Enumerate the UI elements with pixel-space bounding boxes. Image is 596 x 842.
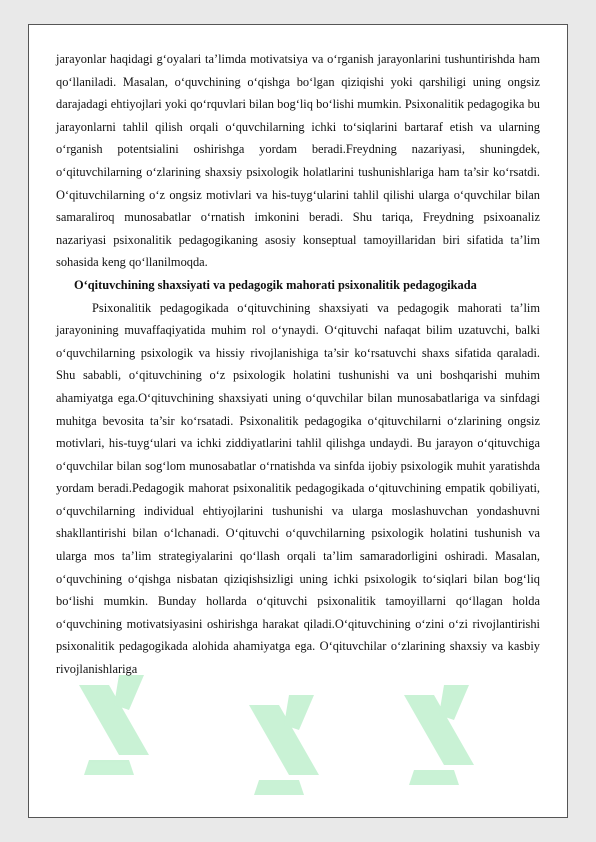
- document-body: [56, 48, 540, 681]
- paragraph-1: jarayonlar haqidagi g‘oyalari ta’limda motivatsiya va o‘rganish jarayonlarini tushuntirishda ham qo‘llaniladi. Masalan, o‘quvchining o‘qishga bo‘lgan qiziqishi yoki qarshiligi uning ongsiz darajadagi ehtiyojlari yoki qo‘rquvlari bilan bog‘liq bo‘lishi mumkin. Psixonalitik pedagogika bu jarayonlarni tahlil qilish orqali o‘quvchilarning ichki to‘siqlarini bartaraf etish va ularning o‘rganish potentsialini oshirishga yordam beradi.Freydning nazariyasi, shuningdek, o‘qituvchilarning o‘zlarining shaxsiy psixologik holatlarini tushunishlariga ham ta’sir ko‘rsatdi. O‘qituvchilarning o‘z ongsiz motivlari va his-tuyg‘ularini tahlil qilishi ularga o‘quvchilar bilan samaraliroq munosabatlar o‘rnatish imkonini beradi. Shu tariqa, Freydning psixoanaliz nazariyasi psixonalitik pedagogikaning asosiy konseptual tamoyillaridan biri sifatida ta’lim sohasida keng qo‘llanilmoqda.: [56, 52, 540, 270]
- paragraph-2: Psixonalitik pedagogikada o‘qituvchining shaxsiyati va pedagogik mahorati ta’lim jarayonining muvaffaqiyatida muhim rol o‘ynaydi. O‘qituvchi nafaqat bilim uzatuvchi, balki o‘quvchilarning psixologik va hissiy rivojlanishiga ta’sir ko‘rsatuvchi shaxs sifatida qaraladi. Shu sababli, o‘qituvchining o‘z psixologik holatini tushunishi va uni boshqarishi muhim ahamiyatga ega.O‘qituvchining shaxsiyati uning o‘quvchilar bilan munosabatlariga va sinfdagi muhitga bevosita ta’sir ko‘rsatadi. Psixonalitik pedagogika o‘qituvchilarni o‘zlarining ongsiz motivlari, his-tuyg‘ulari va ichki ziddiyatlarini tahlil qilishga undaydi. Bu jarayon o‘qituvchiga o‘quvchilar bilan sog‘lom munosabatlar o‘rnatishda va sinfda ijobiy psixologik muhit yaratishda yordam beradi.Pedagogik mahorat psixonalitik pedagogikada o‘qituvchining empatik qobiliyati, o‘quvchilarning individual ehtiyojlarini tushunishi va ularga moslashuvchan yondashuvni shakllantirishi bilan o‘lchanadi. O‘qituvchi o‘quvchilarning psixologik holatini tushunish va ularga mos ta’lim strategiyalarini qo‘llash orqali ta’lim samaradorligini oshiradi. Masalan, o‘quvchining o‘qishga nisbatan qiziqishsizligi uning ichki psixologik to‘siqlari bilan bog‘liq bo‘lishi mumkin. Bunday hollarda o‘qituvchi psixonalitik tamoyillarni qo‘llagan holda o‘quvchining motivatsiyasini oshirishga harakat qiladi.O‘qituvchining o‘zini o‘zi rivojlantirishi psixonalitik pedagogikada alohida ahamiyatga ega. O‘qituvchilar o‘zlarining shaxsiy va kasbiy rivojlanishlariga: [56, 300, 540, 677]
- watermark-logo-icon: [384, 675, 504, 795]
- watermark-logo-icon: [59, 665, 179, 785]
- section-heading: O‘qituvchining shaxsiyati va pedagogik mahorati psixonalitik pedagogikada: [74, 277, 477, 292]
- watermark-logo-icon: [229, 685, 349, 805]
